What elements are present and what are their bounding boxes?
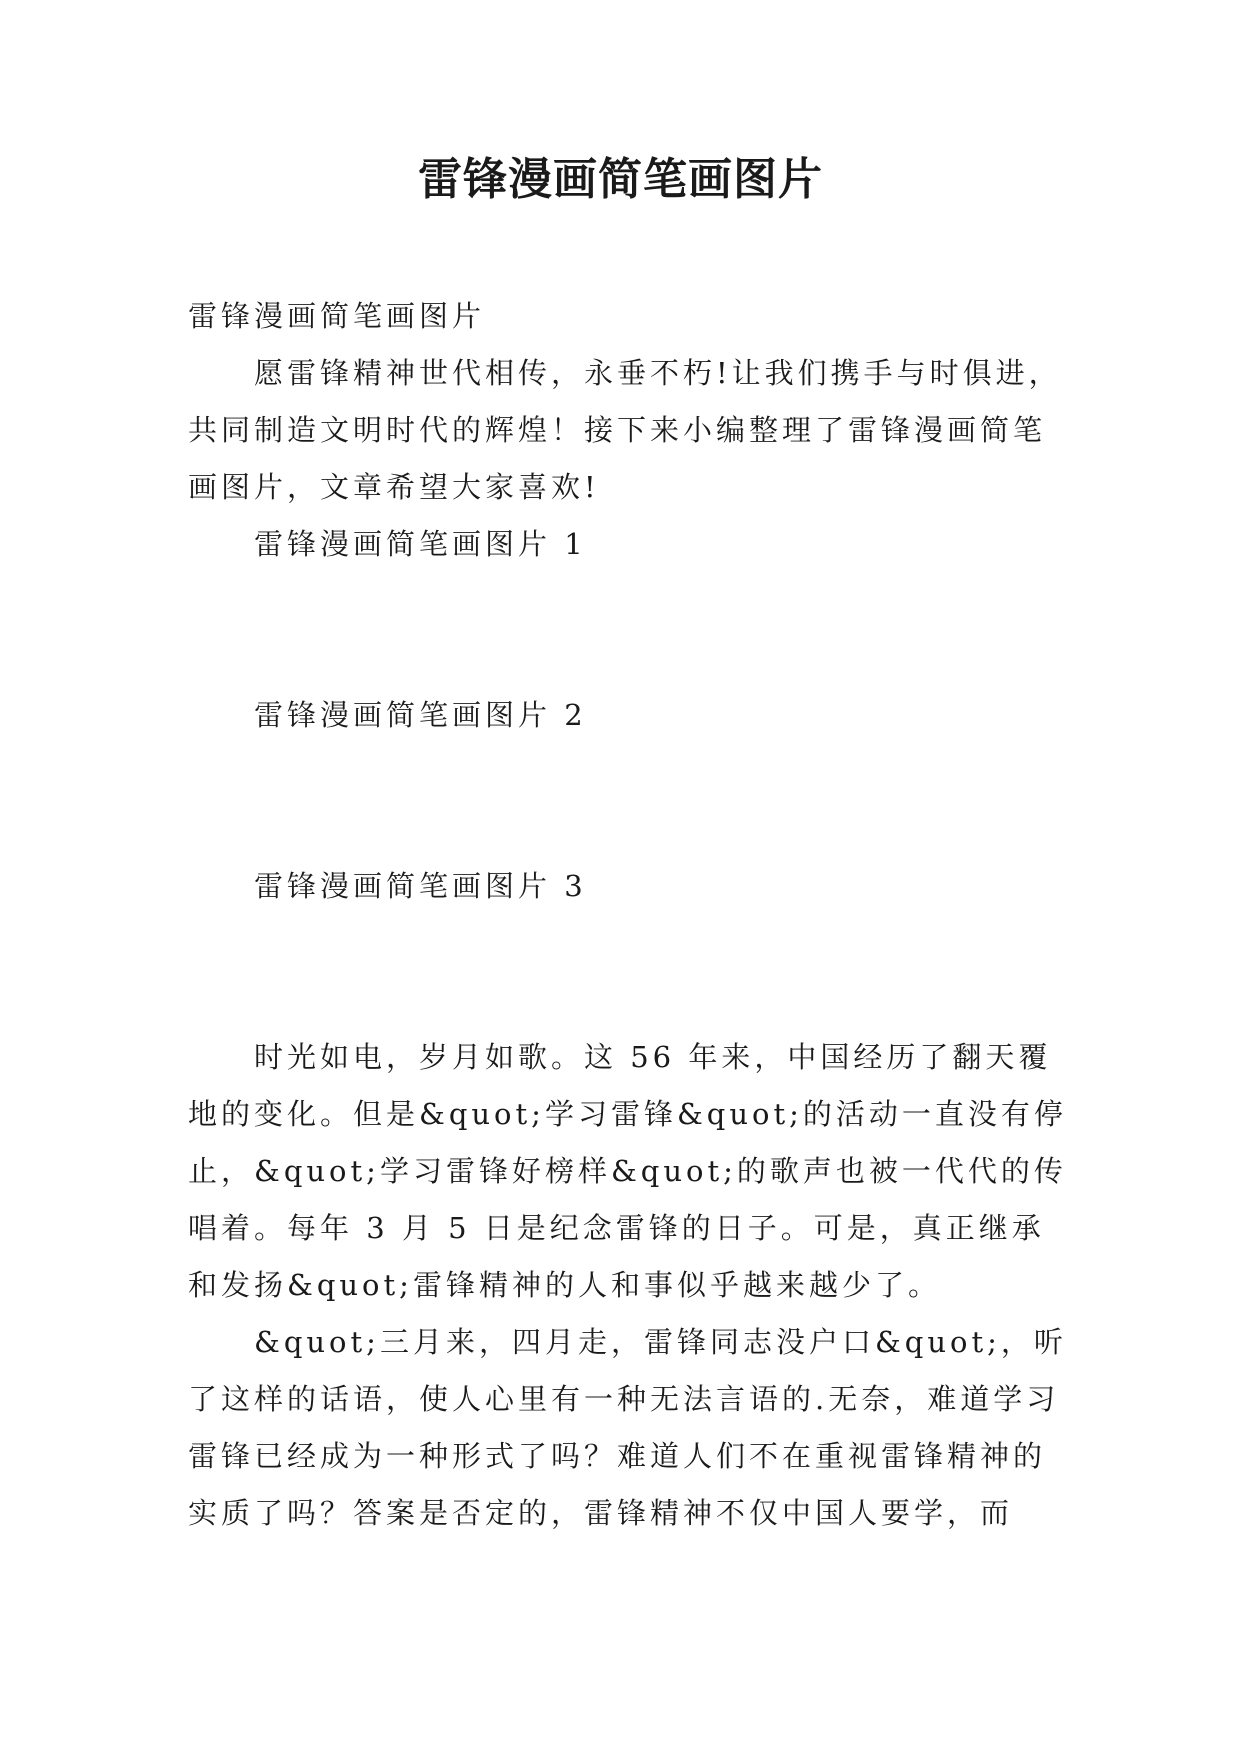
paragraph-subtitle: 雷锋漫画简笔画图片: [188, 299, 486, 333]
document-body: [188, 288, 1073, 1542]
image-caption-3: 雷锋漫画简笔画图片 3: [254, 869, 587, 903]
paragraph-body-2: &quot;三月来，四月走，雷锋同志没户口&quot;，听了这样的话语，使人心里有一种无法言语的.无奈，难道学习雷锋已经成为一种形式了吗？难道人们不在重视雷锋精神的实质了吗？答案是否定的，雷锋精神不仅中国人要学，而: [188, 1325, 1067, 1530]
image-caption-2: 雷锋漫画简笔画图片 2: [254, 698, 587, 732]
paragraph-body-1: 时光如电，岁月如歌。这 56 年来，中国经历了翻天覆地的变化。但是&quot;学习雷锋&quot;的活动一直没有停止，&quot;学习雷锋好榜样&quot;的歌声也被一代代的传唱着。每年 3 月 5 日是纪念雷锋的日子。可是，真正继承和发扬&quot;雷锋精神的人和事似乎越来越少了。: [188, 1040, 1067, 1302]
paragraph-intro: 愿雷锋精神世代相传，永垂不朽!让我们携手与时俱进，共同制造文明时代的辉煌！接下来小编整理了雷锋漫画简笔画图片，文章希望大家喜欢!: [188, 356, 1062, 504]
document-title: 雷锋漫画简笔画图片: [418, 154, 823, 205]
image-caption-1: 雷锋漫画简笔画图片 1: [254, 527, 587, 561]
